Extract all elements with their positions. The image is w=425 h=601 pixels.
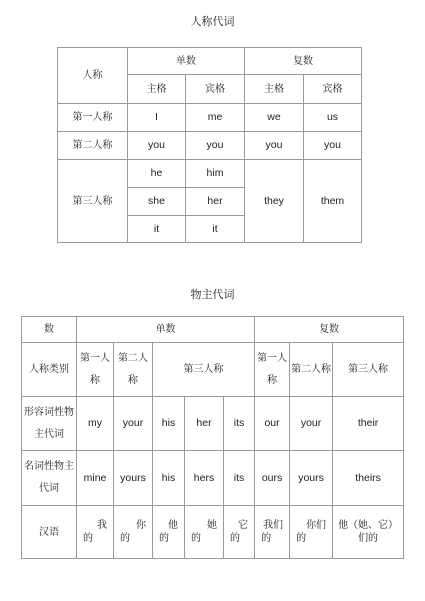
cell-his-nominal: his — [153, 451, 185, 506]
cell-its: its — [224, 397, 255, 451]
table-row — [58, 160, 362, 188]
table1-title: 人称代词 — [190, 15, 235, 28]
cn-women: 我们 — [263, 520, 284, 531]
cell-theirs: theirs — [333, 451, 404, 506]
cn-ni: 你 — [136, 520, 146, 531]
cell-him: him — [186, 160, 245, 188]
cn-ni-de: 的 — [120, 533, 130, 544]
table-row — [22, 451, 404, 506]
header-singular: 单数 — [128, 48, 245, 75]
table-row — [22, 506, 404, 559]
cell-yours: yours — [114, 451, 153, 506]
header-plural-third: 第三人称 — [333, 343, 404, 397]
cell-my: my — [77, 397, 114, 451]
cell-her: her — [185, 397, 224, 451]
header-singular-objective: 宾格 — [186, 75, 245, 104]
cell-me: me — [186, 104, 245, 132]
row-label-adjectival: 形容词性物主代词 — [22, 397, 77, 451]
header-singular: 单数 — [77, 317, 255, 343]
cn-nimen: 你们 — [306, 520, 327, 531]
cell-you-plural-obj: you — [304, 132, 362, 160]
cell-she: she — [128, 188, 186, 216]
cell-your-plural: your — [290, 397, 333, 451]
cn-tamen: 他（她、它） — [338, 520, 399, 531]
cell-you-obj: you — [186, 132, 245, 160]
cn-ta-it: 它 — [238, 520, 249, 531]
cn-ta-she-de: 的 — [191, 533, 201, 544]
cell-its-nominal: its — [224, 451, 255, 506]
row-label-nominal: 名词性物主代词 — [22, 451, 77, 506]
cell-they: they — [245, 160, 304, 243]
table-row — [22, 397, 404, 451]
cn-tamen-de: 们的 — [358, 533, 379, 544]
cn-ta-it-de: 的 — [230, 533, 240, 544]
cell-his: his — [153, 397, 185, 451]
row-label-second-person: 第二人称 — [58, 132, 128, 160]
cell-it-obj: it — [186, 216, 245, 243]
cell-their: their — [333, 397, 404, 451]
row-label-chinese: 汉语 — [22, 506, 77, 559]
header-singular-first: 第一人称 — [77, 343, 114, 397]
header-plural-second: 第二人称 — [290, 343, 333, 397]
cell-your: your — [114, 397, 153, 451]
cell-her: her — [186, 188, 245, 216]
header-plural: 复数 — [255, 317, 404, 343]
personal-pronoun-table — [57, 47, 362, 243]
cell-mine: mine — [77, 451, 114, 506]
header-singular-second: 第二人称 — [114, 343, 153, 397]
header-category: 人称类别 — [22, 343, 77, 397]
cell-us: us — [304, 104, 362, 132]
cell-them: them — [304, 160, 362, 243]
cn-ta-he: 他 — [168, 520, 178, 531]
cn-wo-de: 的 — [83, 533, 93, 544]
cell-you-subj: you — [128, 132, 186, 160]
cell-you-plural-subj: you — [245, 132, 304, 160]
header-plural: 复数 — [245, 48, 362, 75]
table2-title: 物主代词 — [190, 288, 235, 301]
table-row — [58, 104, 362, 132]
cn-wo: 我 — [97, 520, 107, 531]
cell-yours-plural: yours — [290, 451, 333, 506]
header-singular-subjective: 主格 — [128, 75, 186, 104]
table-row — [58, 132, 362, 160]
row-label-third-person: 第三人称 — [58, 160, 128, 243]
cell-i: I — [128, 104, 186, 132]
cell-hers: hers — [185, 451, 224, 506]
header-singular-third: 第三人称 — [153, 343, 255, 397]
header-plural-objective: 宾格 — [304, 75, 362, 104]
cn-ta-he-de: 的 — [159, 533, 169, 544]
possessive-pronoun-table — [21, 316, 404, 559]
cell-it-subj: it — [128, 216, 186, 243]
cell-he: he — [128, 160, 186, 188]
header-person: 人称 — [58, 48, 128, 104]
cn-nimen-de: 的 — [296, 533, 307, 544]
cell-we: we — [245, 104, 304, 132]
header-plural-subjective: 主格 — [245, 75, 304, 104]
cn-ta-she: 她 — [207, 520, 217, 531]
cell-ours: ours — [255, 451, 290, 506]
cell-our: our — [255, 397, 290, 451]
cn-women-de: 的 — [261, 533, 272, 544]
row-label-first-person: 第一人称 — [58, 104, 128, 132]
header-number: 数 — [22, 317, 77, 343]
header-plural-first: 第一人称 — [255, 343, 290, 397]
